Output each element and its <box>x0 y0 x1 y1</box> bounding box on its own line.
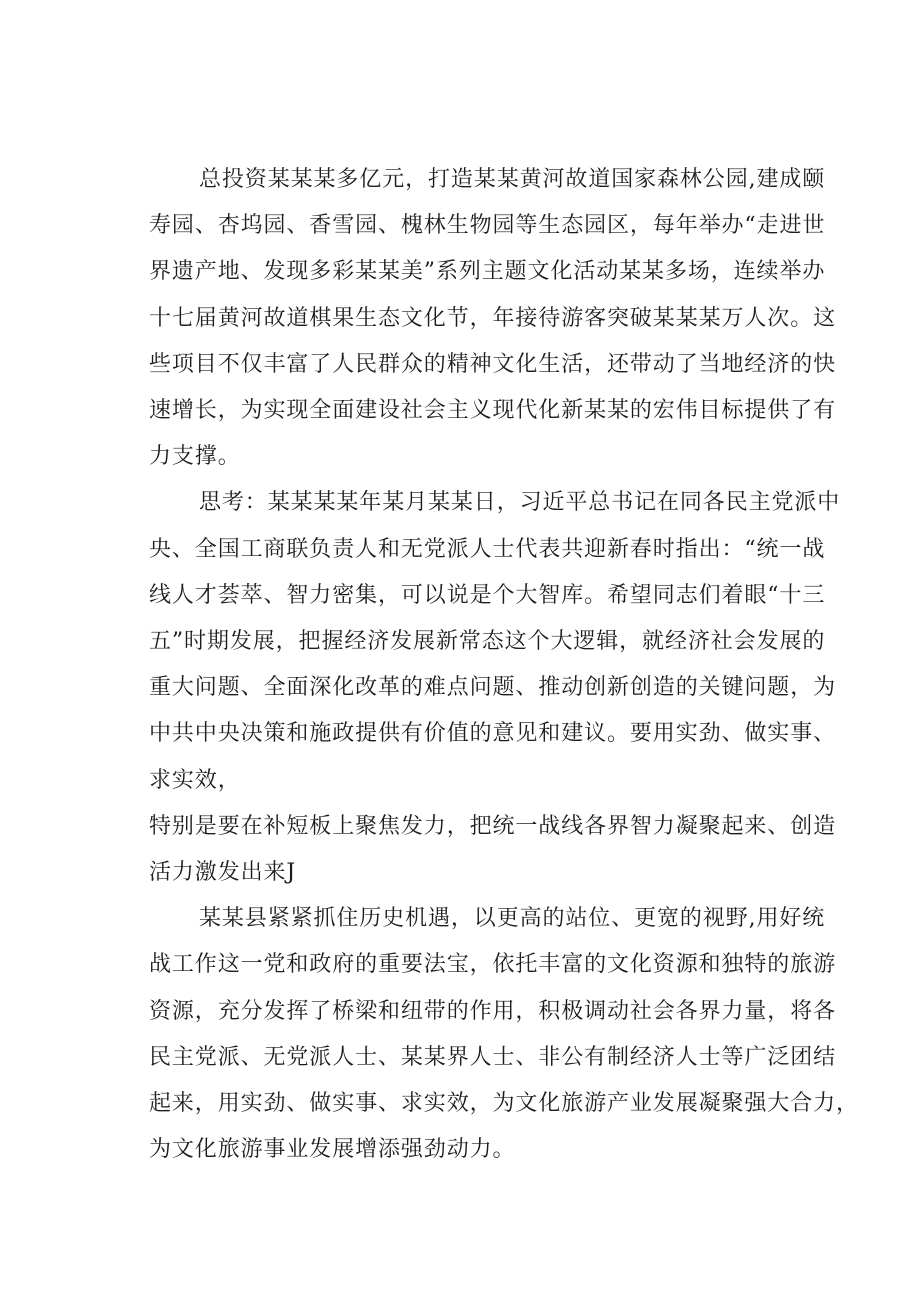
text-line: 界遗产地、发现多彩某某美”系列主题文化活动某某多场，连续举办 <box>149 259 826 285</box>
text-line: 速增长，为实现全面建设社会主义现代化新某某的宏伟目标提供了有 <box>149 398 837 424</box>
text-line: 中共中央决策和施政提供有价值的意见和建议。要用实劲、做实事、 <box>149 721 837 747</box>
text-line: 力支撑。 <box>149 444 241 470</box>
text-line: 资源，充分发挥了桥梁和纽带的作用，积极调动社会各界力量，将各 <box>149 998 837 1024</box>
text-line: 央、全国工商联负责人和无党派人士代表共迎新春时指出：“统一战 <box>149 536 826 562</box>
text-line: 求实效， <box>149 767 241 793</box>
paragraph-reflection <box>149 480 841 803</box>
paragraph-county <box>149 896 859 1173</box>
text-line: 起来，用实劲、做实事、求实效，为文化旅游产业发展凝聚强大合力， <box>149 1091 859 1117</box>
paragraph-continuation <box>149 804 837 896</box>
text-line: 些项目不仅丰富了人民群众的精神文化生活，还带动了当地经济的快 <box>149 351 837 377</box>
paragraph-investment <box>149 157 837 480</box>
text-line: 民主党派、无党派人士、某某界人士、非公有制经济人士等广泛团结 <box>149 1044 837 1070</box>
text-line: 某某县紧紧抓住历史机遇，以更高的站位、更宽的视野,用好统 <box>199 906 826 932</box>
text-line: 特别是要在补短板上聚焦发力，把统一战线各界智力凝聚起来、创造 <box>149 813 837 839</box>
document-body <box>149 157 859 1173</box>
text-line: 五”时期发展，把握经济发展新常态这个大逻辑，就经济社会发展的 <box>149 629 826 655</box>
text-line: 思考：某某某某年某月某某日，习近平总书记在同各民主党派中 <box>199 490 841 516</box>
text-line: 活力激发出来J <box>149 860 297 886</box>
text-line: 战工作这一党和政府的重要法宝，依托丰富的文化资源和独特的旅游 <box>149 952 837 978</box>
text-line: 线人才荟萃、智力密集，可以说是个大智库。希望同志们着眼“十三 <box>149 582 826 608</box>
text-line: 重大问题、全面深化改革的难点问题、推动创新创造的关键问题，为 <box>149 675 837 701</box>
text-line: 寿园、杏坞园、香雪园、槐林生物园等生态园区，每年举办“走进世 <box>149 213 826 239</box>
text-line: 十七届黄河故道棋果生态文化节，年接待游客突破某某某万人次。这 <box>149 305 837 331</box>
text-line: 为文化旅游事业发展增添强劲动力。 <box>149 1137 516 1163</box>
text-line: 总投资某某某多亿元，打造某某黄河故道国家森林公园,建成颐 <box>199 167 826 192</box>
